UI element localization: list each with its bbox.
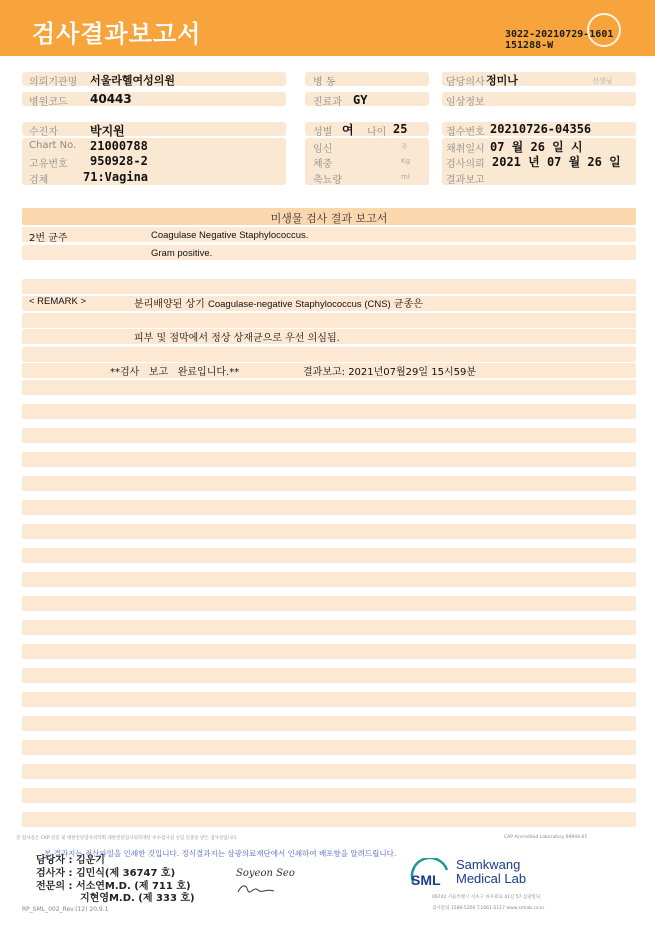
specialist-name-1: 서소연M.D. (제 711 호)	[75, 881, 191, 892]
gram-stain-result: Gram positive.	[151, 248, 213, 259]
report-row-band	[22, 279, 636, 294]
report-row-band	[22, 404, 636, 419]
sml-logo-icon	[409, 858, 451, 892]
accreditation-fine-print: 본 검사실은 CAP 인증 및 대한진단검사의학회 대한진단검사의학재단 우수검사실 신임 인증을 받은 검사실입니다.	[16, 836, 238, 841]
receipt-value: 20210726-04356	[490, 122, 592, 136]
form-id: RP_SML_002_Rev.(12) 20.9.1	[22, 906, 109, 913]
report-row-band	[22, 500, 636, 515]
sex-label: 성별	[313, 127, 333, 138]
remark-label: < REMARK >	[29, 296, 87, 307]
lab-name	[456, 858, 526, 886]
chart-label: Chart No.	[29, 140, 77, 151]
pregnancy-label: 임신	[313, 144, 333, 155]
signature-scribble	[236, 882, 276, 896]
report-row-band	[22, 380, 636, 395]
report-header	[0, 0, 655, 56]
patient-value: 박지원	[90, 124, 125, 138]
report-row-band	[22, 812, 636, 827]
signature-image: Soyeon Seo	[236, 868, 295, 879]
report-row-band	[22, 428, 636, 443]
result-report-time: 결과보고: 2021년07월29일 15시59분	[303, 367, 477, 378]
report-row-band	[22, 548, 636, 563]
report-row-band	[22, 476, 636, 491]
sml-watermark-logo	[587, 13, 621, 47]
report-row-band	[22, 524, 636, 539]
report-date-label: 결과보고	[446, 175, 485, 186]
weight-label: 체중	[313, 159, 333, 170]
department-label: 진료과	[313, 97, 342, 108]
id-label: 고유번호	[29, 159, 68, 170]
report-row-band	[22, 644, 636, 659]
institution-value: 서울라헬여성의원	[90, 74, 176, 87]
remark-line-1	[134, 295, 423, 310]
printout-notice: 본 결과지는 전산파일을 인쇄한 것입니다. 정식결과지는 삼광의료재단에서 인쇄하여 배포함을 알려드립니다.	[44, 849, 397, 858]
specimen-value: 71:Vagina	[83, 170, 149, 184]
remark-line-2: 피부 및 점막에서 정상 상재균으로 우선 의심됨.	[134, 333, 340, 344]
report-row-band	[22, 740, 636, 755]
report-row-band	[22, 764, 636, 779]
specimen-label: 검체	[29, 175, 49, 186]
examiner-label: 검사자 :	[36, 868, 73, 879]
reference-line-1: 3022-20210729-1601	[505, 29, 614, 40]
patient-row	[22, 122, 286, 136]
report-row-band	[22, 620, 636, 635]
examiner-name: 김민식(제 36747 호)	[75, 868, 176, 879]
chart-value: 21000788	[90, 139, 148, 153]
urine-unit: ml	[401, 173, 410, 181]
age-value: 25	[393, 122, 408, 136]
remark-line-1-korean: 분리배양된 상기	[134, 299, 205, 310]
hospital-code-value: 40443	[90, 92, 132, 106]
report-row-band	[22, 347, 636, 362]
report-row-band	[22, 692, 636, 707]
sml-logo-text: SML	[411, 872, 441, 888]
pregnancy-unit: 주	[401, 143, 408, 151]
collect-value: 07 월 26 일 시	[490, 140, 583, 154]
request-label: 검사의뢰	[446, 159, 485, 170]
report-row-band	[22, 596, 636, 611]
lab-name-line-2: Medical Lab	[456, 871, 527, 886]
report-section-title: 미생물 검사 결과 보고서	[270, 212, 388, 225]
remark-line-1-end: 균종은	[393, 299, 423, 310]
age-label: 나이	[367, 127, 387, 138]
institution-label: 의뢰기관명	[29, 77, 78, 88]
manager-name: 김운기	[75, 855, 105, 866]
cap-accreditation: CAP Accredited Laboratory 89944-01	[504, 835, 588, 840]
sex-value: 여	[342, 123, 354, 137]
urine-label: 축뇨량	[313, 175, 342, 186]
report-title: 검사결과보고서	[32, 20, 202, 48]
weight-unit: Kg	[401, 157, 411, 165]
clinical-info-label: 임상정보	[446, 97, 485, 108]
organism-name: Coagulase Negative Staphylococcus.	[151, 230, 309, 241]
doctor-value: 정미나	[486, 74, 518, 87]
id-value: 950928-2	[90, 154, 148, 168]
department-value: GY	[353, 93, 368, 107]
hospital-code-label: 병원코드	[29, 97, 68, 108]
doctor-suffix: 선생님	[592, 77, 613, 85]
report-row-band	[22, 245, 636, 260]
lab-name-line-1: Samkwang	[456, 857, 521, 872]
specialist-name-2: 지현영M.D. (제 333 호)	[80, 893, 195, 904]
receipt-label: 접수번호	[446, 127, 485, 138]
patient-label: 수진자	[29, 127, 58, 138]
reference-line-2: 151288-W	[505, 40, 554, 51]
report-row-band	[22, 788, 636, 803]
specialist-label: 전문의 :	[36, 881, 73, 892]
strain-label: 2번 균주	[29, 233, 68, 244]
manager-label: 담당자 :	[36, 855, 73, 866]
report-complete-notice: **검사 보고 완료입니다.**	[110, 367, 240, 378]
ward-label: 병 동	[313, 77, 336, 88]
report-row-band	[22, 313, 636, 328]
request-value: 2021 년 07 월 26 일	[492, 155, 621, 169]
lab-address: 06742 서울특별시 서초구 바우뫼로 41길 57 삼광빌딩	[432, 895, 541, 900]
report-row-band	[22, 452, 636, 467]
collect-label: 채취일시	[446, 144, 485, 155]
report-row-band	[22, 227, 636, 242]
doctor-label: 담당의사	[446, 77, 485, 88]
report-row-band	[22, 716, 636, 731]
remark-line-1-organism: Coagulase-negative Staphylococcus (CNS)	[208, 299, 391, 310]
report-row-band	[22, 668, 636, 683]
report-row-band	[22, 572, 636, 587]
lab-phone: 검사문의 1588-5200 T.1661-5117 www.smlab.co.kr	[432, 906, 545, 911]
